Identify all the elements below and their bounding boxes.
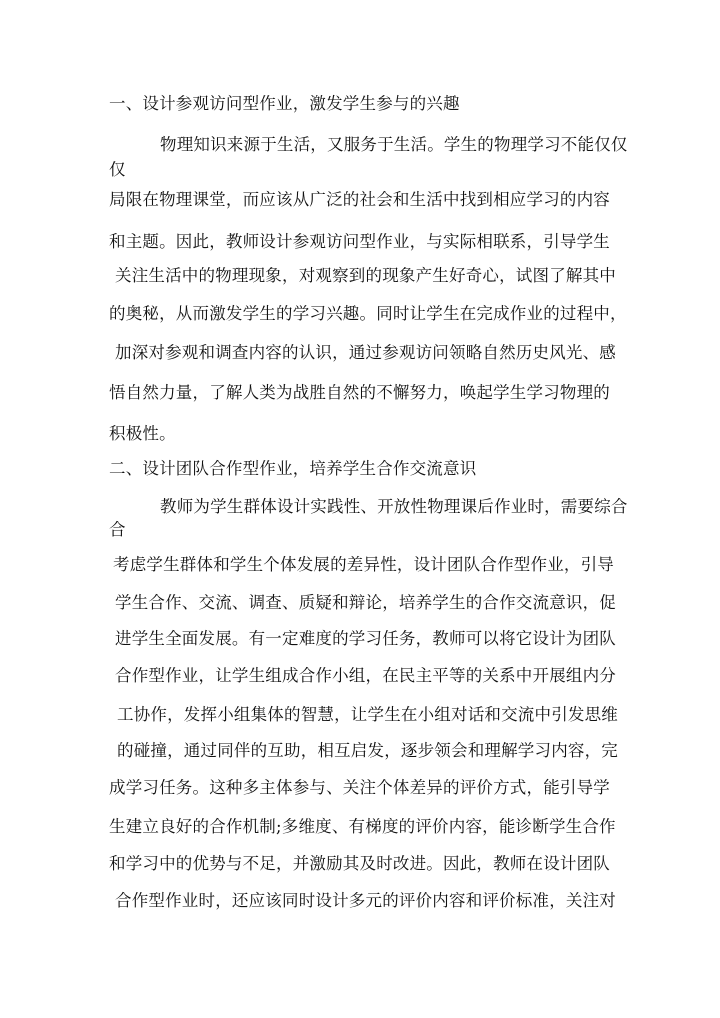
section-heading: 一、设计参观访问型作业，激发学生参与的兴趣 — [109, 94, 460, 113]
paragraph-line: 悟自然力量，了解人类为战胜自然的不懈努力，唤起学生学习物理的 — [109, 383, 610, 402]
paragraph-line: 考虑学生群体和学生个体发展的差异性，设计团队合作型作业，引导 — [113, 555, 614, 574]
paragraph-line: 合 — [109, 520, 126, 539]
paragraph-line: 积极性。 — [109, 424, 176, 443]
paragraph-line: 工协作，发挥小组集体的智慧，让学生在小组对话和交流中引发思维 — [117, 705, 618, 724]
paragraph-line: 合作型作业，让学生组成合作小组，在民主平等的关系中开展组内分 — [115, 666, 616, 685]
paragraph-line: 学生合作、交流、调查、质疑和辩论，培养学生的合作交流意识，促 — [115, 593, 616, 612]
paragraph-line: 成学习任务。这种多主体参与、关注个体差异的评价方式，能引导学 — [109, 778, 610, 797]
paragraph-line: 的奥秘，从而激发学生的学习兴趣。同时让学生在完成作业的过程中， — [109, 304, 627, 323]
section-heading: 二、设计团队合作型作业，培养学生合作交流意识 — [109, 459, 477, 478]
paragraph-line: 加深对参观和调查内容的认识，通过参观访问领略自然历史风光、感 — [115, 343, 616, 362]
paragraph-line: 和主题。因此，教师设计参观访问型作业，与实际相联系，引导学生 — [109, 232, 610, 251]
paragraph-line: 仅 — [109, 160, 126, 179]
paragraph-line: 生建立良好的合作机制;多维度、有梯度的评价内容，能诊断学生合作 — [109, 817, 616, 836]
paragraph-line: 局限在物理课堂，而应该从广泛的社会和生活中找到相应学习的内容 — [109, 190, 610, 209]
paragraph-line: 关注生活中的物理现象，对观察到的现象产生好奇心，试图了解其中 — [115, 266, 616, 285]
paragraph-line: 物理知识来源于生活，又服务于生活。学生的物理学习不能仅仅 — [160, 135, 628, 154]
paragraph-line: 合作型作业时，还应该同时设计多元的评价内容和评价标准，关注对 — [115, 891, 616, 910]
paragraph-line: 和学习中的优势与不足，并激励其及时改进。因此，教师在设计团队 — [109, 854, 610, 873]
paragraph-line: 的碰撞，通过同伴的互助，相互启发，逐步领会和理解学习内容，完 — [117, 741, 618, 760]
paragraph-line: 教师为学生群体设计实践性、开放性物理课后作业时，需要综合 — [160, 497, 628, 516]
paragraph-line: 进学生全面发展。有一定难度的学习任务，教师可以将它设计为团队 — [115, 629, 616, 648]
